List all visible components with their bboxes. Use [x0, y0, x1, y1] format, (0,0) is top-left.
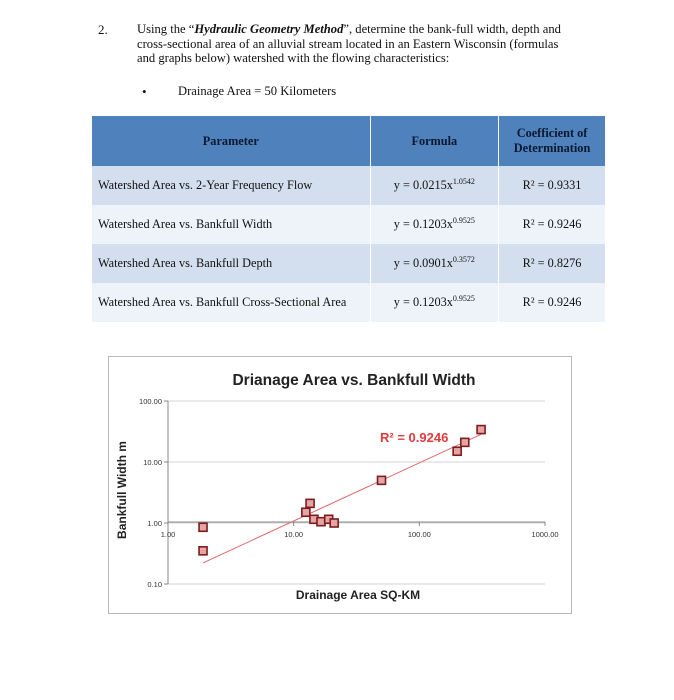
row-r2: R² = 0.9246: [499, 283, 605, 322]
x-tick-label: 10.00: [284, 530, 304, 539]
row-parameter: Watershed Area vs. Bankfull Width: [92, 205, 370, 244]
row-parameter: Watershed Area vs. 2-Year Frequency Flow: [92, 166, 370, 205]
y-axis-label: Bankfull Width m: [115, 441, 129, 539]
header-coefficient: Coefficient of Determination: [499, 116, 605, 166]
data-point: [378, 476, 386, 484]
row-formula: $y = 0.0901x^{0.3572}$: [370, 244, 499, 283]
table-row: [92, 205, 605, 244]
x-tick-label: 1000.00: [531, 530, 559, 539]
question-text: [137, 22, 567, 66]
y-tick-label: 10.00: [143, 458, 162, 467]
x-tick-label: 1.00: [160, 530, 176, 539]
data-point: [306, 499, 314, 507]
question-text-after: ”, determine the bank-full width, depth and cross-sectional area of an alluvial stream located in an Eastern Wisconsin (formulas and graphs below) watershed with the flowing characteristics:: [137, 22, 561, 65]
table-row: [92, 283, 605, 322]
data-point: [302, 508, 310, 516]
row-formula: $y = 0.0215x^{1.0542}$: [370, 166, 499, 205]
bullet-icon: •: [142, 84, 147, 99]
row-parameter: Watershed Area vs. Bankfull Cross-Sectional Area: [92, 283, 370, 322]
table-row: [92, 166, 605, 205]
row-r2: R² = 0.9331: [499, 166, 605, 205]
chart-title: Drianage Area vs. Bankfull Width: [232, 372, 476, 389]
table-header-row: [92, 116, 605, 166]
parameter-table: [92, 116, 605, 322]
row-r2: R² = 0.9246: [499, 205, 605, 244]
data-point: [453, 447, 461, 455]
data-point: [317, 518, 325, 526]
row-formula: $y = 0.1203x^{0.9525}$: [370, 283, 499, 322]
y-tick-label: 0.10: [147, 580, 162, 589]
drainage-area-given: Drainage Area = 50 Kilometers: [178, 84, 337, 98]
y-tick-label: 100.00: [139, 397, 162, 406]
data-point: [477, 426, 485, 434]
x-tick-label: 100.00: [407, 530, 431, 539]
table-row: [92, 244, 605, 283]
method-name: Hydraulic Geometry Method: [194, 22, 344, 36]
row-r2: R² = 0.8276: [499, 244, 605, 283]
data-point: [199, 523, 207, 531]
header-formula: Formula: [370, 116, 499, 166]
y-tick-label: 1.00: [147, 519, 162, 528]
header-parameter: Parameter: [92, 116, 370, 166]
data-point: [461, 438, 469, 446]
chart-frame: [109, 357, 572, 614]
drainage-vs-width-chart: [108, 356, 572, 614]
question-number: 2.: [98, 22, 108, 37]
x-axis-label: Drainage Area SQ-KM: [295, 588, 421, 602]
data-point: [199, 547, 207, 555]
data-point: [330, 519, 338, 527]
row-parameter: Watershed Area vs. Bankfull Depth: [92, 244, 370, 283]
row-formula: $y = 0.1203x^{0.9525}$: [370, 205, 499, 244]
r2-annotation: R² = 0.9246: [380, 430, 449, 445]
question-text-before: Using the “: [137, 22, 195, 36]
